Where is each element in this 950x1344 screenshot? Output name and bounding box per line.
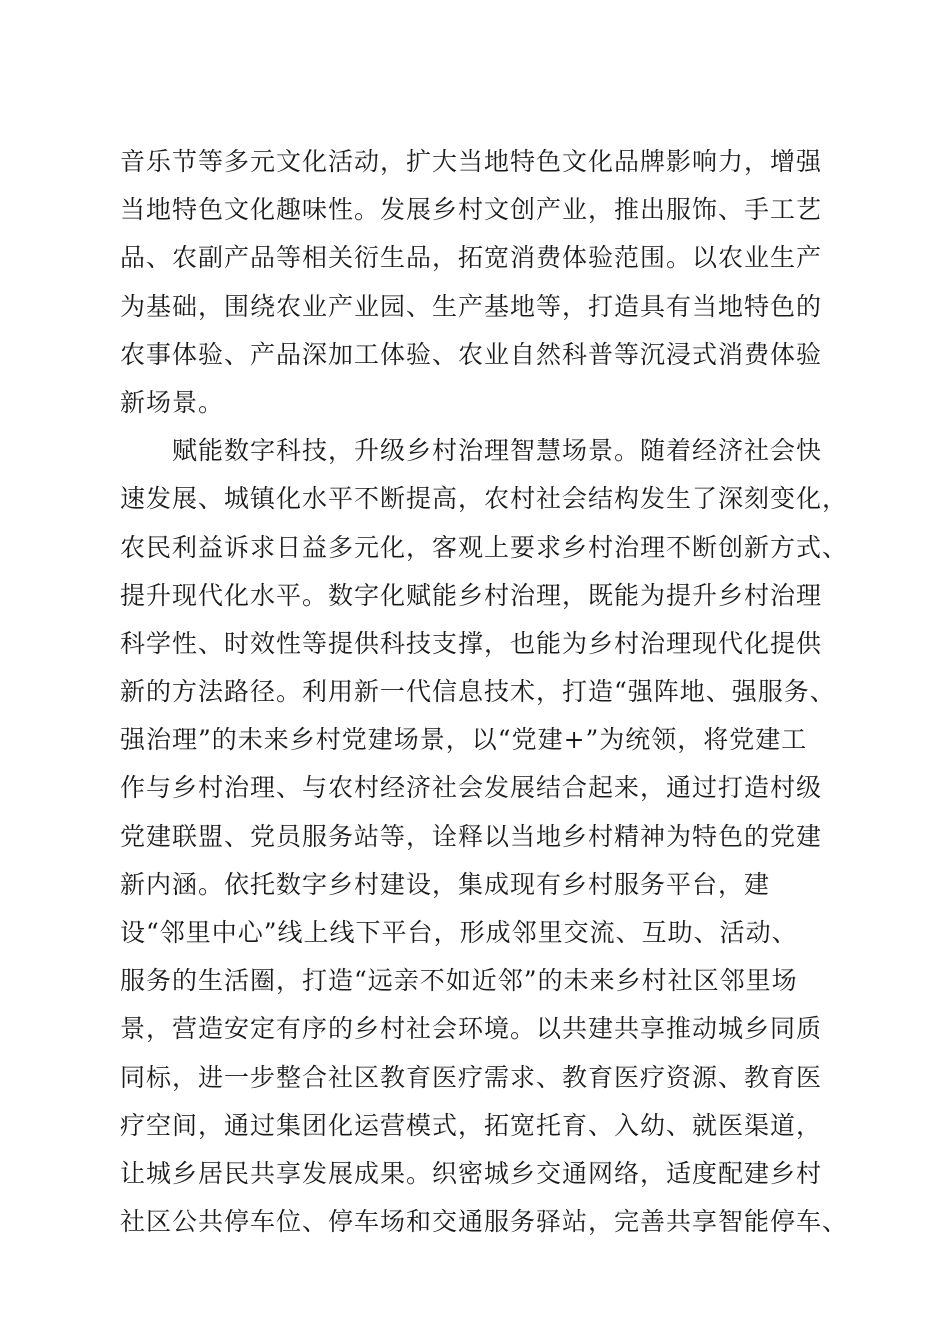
text-line: 服务的生活圈，打造“远亲不如近邻”的未来乡村社区邻里场 [120,966,798,996]
body-text [120,138,860,1246]
text-line: 农事体验、产品深加工体验、农业自然科普等沉浸式消费体验 [120,339,823,369]
text-line: 提升现代化水平。数字化赋能乡村治理，既能为提升乡村治理 [120,580,823,610]
text-line: 当地特色文化趣味性。发展乡村文创产业，推出服饰、手工艺 [120,195,823,225]
text-line: 赋能数字科技，升级乡村治理智慧场景。随着经济社会快 [172,436,823,466]
text-line: 品、农副产品等相关衍生品，拓宽消费体验范围。以农业生产 [120,243,823,273]
text-line: 社区公共停车位、停车场和交通服务驿站，完善共享智能停车、 [120,1207,849,1237]
text-line: 让城乡居民共享发展成果。织密城乡交通网络，适度配建乡村 [120,1158,823,1188]
paragraph-digital-governance [120,427,860,1246]
paragraph-cultural-activities [120,138,860,427]
text-line: 作与乡村治理、与农村经济社会发展结合起来，通过打造村级 [120,773,823,803]
text-line: 速发展、城镇化水平不断提高，农村社会结构发生了深刻变化， [120,484,849,514]
text-line: 党建联盟、党员服务站等，诠释以当地乡村精神为特色的党建 [120,821,823,851]
text-line: 新的方法路径。利用新一代信息技术，打造“强阵地、强服务、 [120,677,836,707]
text-line: 科学性、时效性等提供科技支撑，也能为乡村治理现代化提供 [120,628,823,658]
text-line: 农民利益诉求日益多元化，客观上要求乡村治理不断创新方式、 [120,532,849,562]
text-line: 为基础，围绕农业产业园、生产基地等，打造具有当地特色的 [120,291,823,321]
text-line: 新内涵。依托数字乡村建设，集成现有乡村服务平台，建 [120,869,771,899]
text-line: 音乐节等多元文化活动，扩大当地特色文化品牌影响力，增强 [120,147,823,176]
text-line: 同标，进一步整合社区教育医疗需求、教育医疗资源、教育医 [120,1062,823,1092]
text-line: 设“邻里中心”线上线下平台，形成邻里交流、互助、活动、 [120,918,798,947]
text-line: 强治理”的未来乡村党建场景，以“党建+”为统领，将党建工 [120,725,808,755]
text-line: 疗空间，通过集团化运营模式，拓宽托育、入幼、就医渠道， [120,1110,823,1140]
text-line: 景，营造安定有序的乡村社会环境。以共建共享推动城乡同质 [120,1014,823,1044]
text-line: 新场景。 [120,387,225,417]
